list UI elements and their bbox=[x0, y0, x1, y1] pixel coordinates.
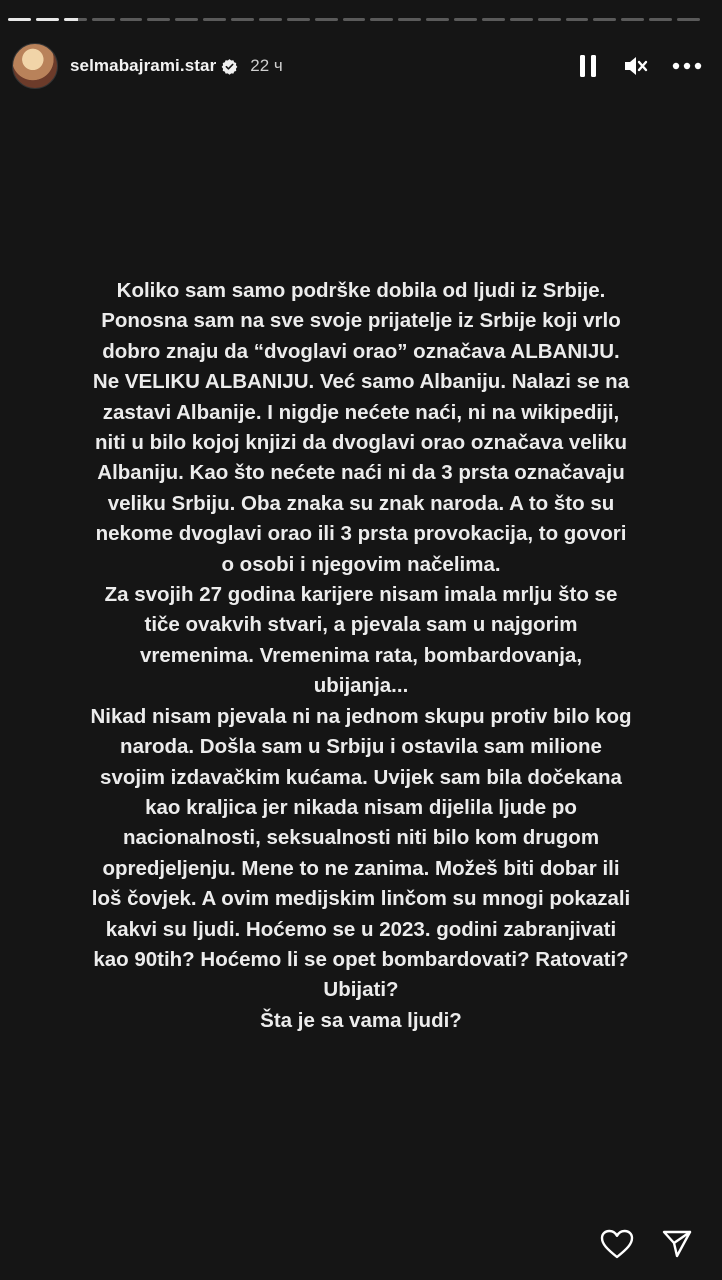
avatar[interactable] bbox=[12, 43, 58, 89]
progress-segment bbox=[36, 18, 59, 21]
progress-segment bbox=[315, 18, 338, 21]
progress-segment bbox=[175, 18, 198, 21]
verified-badge-icon bbox=[221, 58, 238, 75]
story-text-line: nekome dvoglavi orao ili 3 prsta provokacija, to govori bbox=[95, 522, 627, 546]
story-text-line: veliku Srbiju. Oba znaka su znak naroda. A to što su bbox=[107, 491, 615, 515]
story-text-line: nacionalnosti, seksualnosti niti bilo kom drugom bbox=[122, 826, 600, 850]
progress-segment bbox=[482, 18, 505, 21]
story-text-line: Ponosna sam na sve svoje prijatelje iz Srbije koji vrlo bbox=[101, 309, 621, 333]
story-text-line: dobro znaju da “dvoglavi orao” označava ALBANIJU. bbox=[102, 339, 620, 363]
story-text-line: zastavi Albanije. I nigdje nećete naći, ni na wikipediji, bbox=[102, 400, 620, 424]
heart-icon bbox=[600, 1229, 634, 1259]
send-icon bbox=[662, 1229, 692, 1259]
story-footer bbox=[600, 1224, 692, 1264]
story-text-line: naroda. Došla sam u Srbiju i ostavila sam milione bbox=[120, 735, 602, 759]
like-button[interactable] bbox=[600, 1229, 634, 1259]
story-text-line: Koliko sam samo podrške dobila od ljudi iz Srbije. bbox=[116, 279, 606, 302]
progress-segment bbox=[120, 18, 143, 21]
pause-button[interactable] bbox=[578, 53, 598, 79]
story-time-ago: 22 ч bbox=[250, 56, 283, 75]
progress-segment bbox=[593, 18, 616, 21]
story-text-line: o osobi i njegovim načelima. bbox=[221, 552, 501, 576]
story-text-line: Nikad nisam pjevala ni na jednom skupu protiv bilo kog bbox=[90, 704, 632, 728]
story-text-line: kakvi su ljudi. Hoćemo se u 2023. godini zabranjivati bbox=[105, 917, 617, 941]
story-text bbox=[34, 276, 688, 1036]
progress-segment bbox=[231, 18, 254, 21]
progress-segment bbox=[287, 18, 310, 21]
progress-segment bbox=[203, 18, 226, 21]
story-text-line: niti u bilo kojoj knjizi da dvoglavi orao označava veliku bbox=[95, 431, 627, 455]
share-button[interactable] bbox=[662, 1229, 692, 1259]
progress-segment bbox=[454, 18, 477, 21]
story-progress-bar bbox=[8, 18, 700, 22]
pause-icon bbox=[578, 53, 598, 79]
story-text-line: opredjeljenju. Mene to ne zanima. Možeš biti dobar ili bbox=[102, 856, 620, 880]
story-text-line: kao kraljica jer nikada nisam dijelila ljude po bbox=[145, 795, 577, 819]
progress-segment bbox=[677, 18, 700, 21]
story-text-line: ubijanja... bbox=[313, 674, 409, 698]
story-text-line: Šta je sa vama ljudi? bbox=[260, 1008, 462, 1032]
story-text-line: Za svojih 27 godina karijere nisam imala mrlju što se bbox=[104, 583, 618, 607]
more-options-button[interactable] bbox=[672, 62, 702, 70]
progress-segment bbox=[426, 18, 449, 21]
progress-segment bbox=[621, 18, 644, 21]
story-text-line: kao 90tih? Hoćemo li se opet bombardovati? Ratovati? bbox=[93, 947, 629, 971]
story-text-line: svojim izdavačkim kućama. Uvijek sam bila dočekana bbox=[100, 765, 622, 789]
story-text-line: tiče ovakvih stvari, a pjevala sam u najgorim bbox=[144, 613, 578, 637]
progress-segment bbox=[343, 18, 366, 21]
story-text-line: Albaniju. Kao što nećete naći ni da 3 prsta označavaju bbox=[97, 461, 625, 485]
story-text-line: loš čovjek. A ovim medijskim linčom su mnogi pokazali bbox=[91, 887, 631, 911]
progress-segment bbox=[92, 18, 115, 21]
story-text-line: Ne VELIKU ALBANIJU. Već samo Albaniju. Nalazi se na bbox=[92, 370, 630, 394]
more-icon bbox=[672, 62, 702, 70]
progress-segment bbox=[370, 18, 393, 21]
progress-segment bbox=[259, 18, 282, 21]
mute-icon bbox=[622, 53, 648, 79]
story-text-line: Ubijati? bbox=[323, 978, 399, 1002]
progress-segment bbox=[510, 18, 533, 21]
progress-segment bbox=[566, 18, 589, 21]
progress-segment bbox=[8, 18, 31, 21]
story-text-line: vremenima. Vremenima rata, bombardovanja, bbox=[139, 643, 583, 667]
story-header bbox=[12, 42, 702, 90]
progress-segment bbox=[538, 18, 561, 21]
progress-segment bbox=[147, 18, 170, 21]
progress-segment bbox=[398, 18, 421, 21]
username[interactable]: selmabajrami.star bbox=[70, 56, 217, 75]
progress-segment bbox=[649, 18, 672, 21]
mute-button[interactable] bbox=[622, 53, 648, 79]
progress-segment bbox=[64, 18, 87, 21]
